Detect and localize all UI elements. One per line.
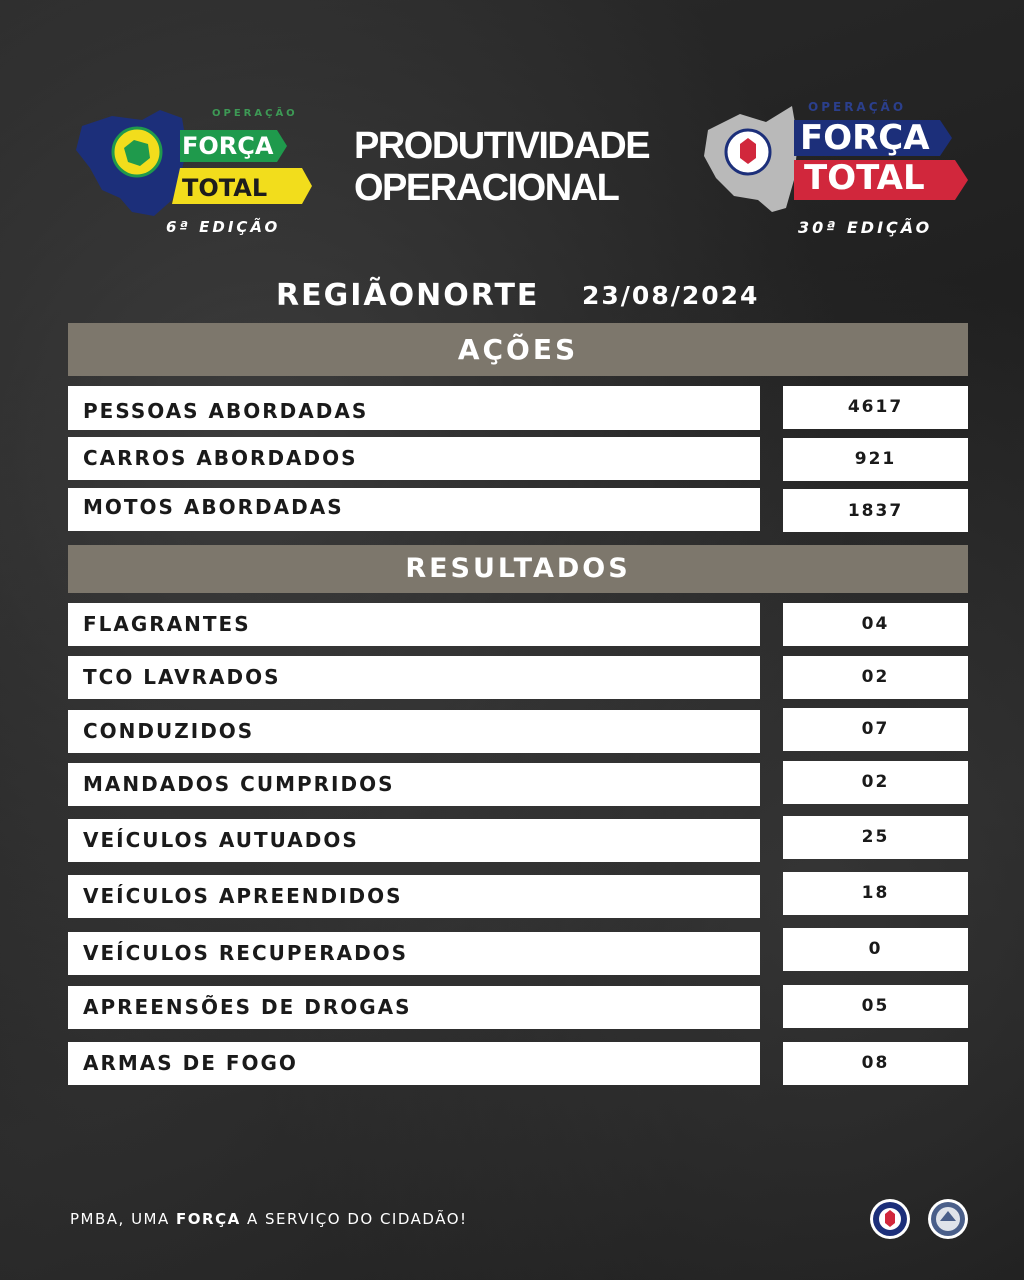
resultados-row-value: 18: [783, 872, 968, 915]
resultados-row-value: 08: [783, 1042, 968, 1085]
right-logo-total: TOTAL: [804, 158, 925, 198]
operacao-forca-total-6-logo: [72, 108, 317, 238]
acoes-row-label: CARROS ABORDADOS: [68, 437, 760, 480]
pm-shield-seal-icon: [928, 1199, 968, 1239]
pmba-seal-icon: [870, 1199, 910, 1239]
footer-slogan: [70, 1210, 468, 1228]
right-logo-forca: FORÇA: [800, 118, 930, 158]
resultados-row-label: VEÍCULOS RECUPERADOS: [68, 932, 760, 975]
resultados-row-label: TCO LAVRADOS: [68, 656, 760, 699]
footer-slogan-bold: FORÇA: [176, 1210, 241, 1228]
acoes-row-value: 921: [783, 438, 968, 481]
left-logo-forca: FORÇA: [182, 132, 274, 160]
resultados-row-label: FLAGRANTES: [68, 603, 760, 646]
footer-slogan-pre: PMBA, UMA: [70, 1210, 177, 1228]
title-line-1: PRODUTIVIDADE: [354, 125, 650, 167]
resultados-row-value: 02: [783, 656, 968, 699]
resultados-row-value: 0: [783, 928, 968, 971]
right-logo-operacao: OPERAÇÃO: [808, 100, 907, 114]
region-label: REGIÃONORTE: [276, 278, 540, 313]
resultados-row-label: CONDUZIDOS: [68, 710, 760, 753]
acoes-row-value: 1837: [783, 489, 968, 532]
left-logo-total: TOTAL: [182, 174, 268, 202]
resultados-row-value: 04: [783, 603, 968, 646]
footer-slogan-post: A SERVIÇO DO CIDADÃO!: [240, 1210, 468, 1228]
left-logo-edition: 6ª EDIÇÃO: [166, 218, 281, 236]
resultados-row-value: 07: [783, 708, 968, 751]
acoes-row-value: 4617: [783, 386, 968, 429]
acoes-section-header: AÇÕES: [68, 323, 968, 376]
page-title: [354, 125, 674, 209]
resultados-row-value: 05: [783, 985, 968, 1028]
right-logo-edition: 30ª EDIÇÃO: [798, 218, 933, 237]
resultados-row-label: ARMAS DE FOGO: [68, 1042, 760, 1085]
resultados-row-label: VEÍCULOS AUTUADOS: [68, 819, 760, 862]
left-logo-operacao: OPERAÇÃO: [212, 108, 298, 119]
report-date: 23/08/2024: [582, 281, 760, 310]
resultados-row-label: MANDADOS CUMPRIDOS: [68, 763, 760, 806]
acoes-row-label: PESSOAS ABORDADAS: [68, 386, 760, 430]
resultados-row-label: VEÍCULOS APREENDIDOS: [68, 875, 760, 918]
resultados-row-value: 02: [783, 761, 968, 804]
resultados-row-label: APREENSÕES DE DROGAS: [68, 986, 760, 1029]
acoes-row-label: MOTOS ABORDADAS: [68, 488, 760, 531]
resultados-row-value: 25: [783, 816, 968, 859]
title-line-2: OPERACIONAL: [354, 167, 619, 209]
operacao-forca-total-30-logo: [700, 100, 975, 240]
resultados-section-header: RESULTADOS: [68, 545, 968, 593]
